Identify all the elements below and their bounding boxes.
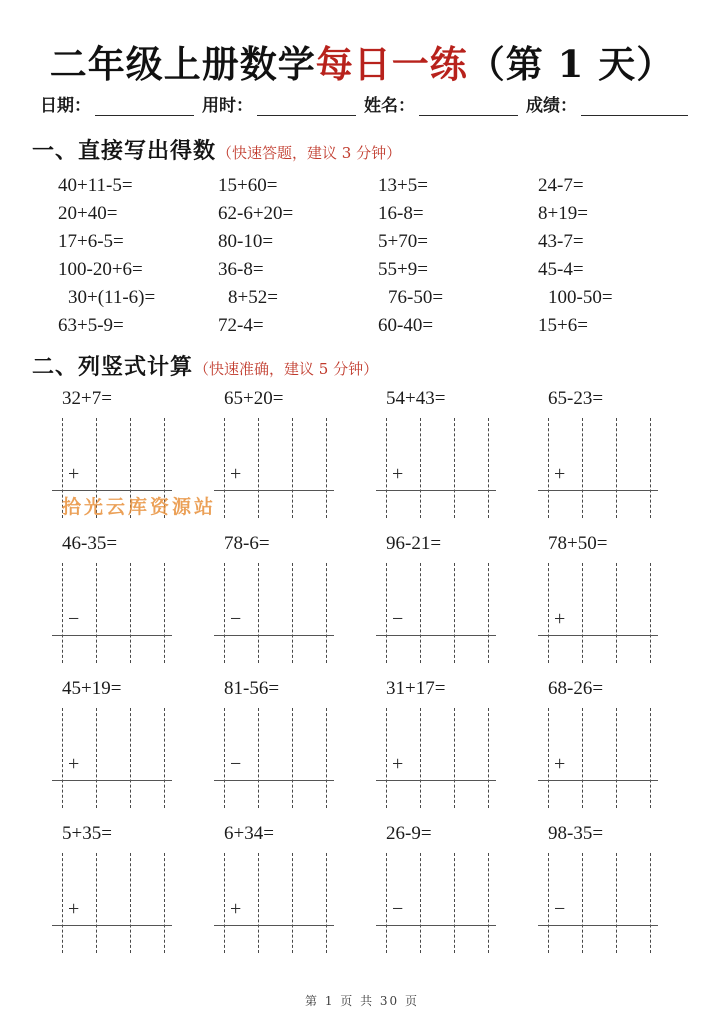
oral-problem[interactable]: 80-10= [218,231,274,252]
sum-rule-line [376,780,496,781]
dashed-guide-line [488,418,489,518]
vertical-calc-expression: 78-6= [224,533,270,554]
vertical-calc-workspace[interactable] [538,418,680,518]
dashed-guide-line [130,418,131,518]
dashed-guide-line [454,853,455,953]
dashed-guide-line [582,853,583,953]
sum-rule-line [376,635,496,636]
dashed-guide-line [326,853,327,953]
vertical-calc-cell[interactable] [44,823,206,968]
oral-problem[interactable]: 60-40= [378,315,434,336]
vertical-calc-cell[interactable] [206,823,368,968]
vertical-calc-expression: 78+50= [548,533,608,554]
vertical-calc-row [44,388,692,533]
dashed-guide-line [582,563,583,663]
operator-sign: − [230,753,242,775]
vertical-calc-cell[interactable] [530,823,692,968]
name-field[interactable] [364,96,526,116]
dashed-guide-line [326,418,327,518]
dashed-guide-line [96,708,97,808]
oral-row [46,172,686,200]
dashed-guide-line [616,418,617,518]
vertical-calc-workspace[interactable] [376,563,518,663]
vertical-calc-expression: 65+20= [224,388,284,409]
vertical-calc-cell[interactable] [368,533,530,678]
sum-rule-line [52,490,172,491]
oral-problem[interactable]: 16-8= [378,203,424,224]
date-label: 日期： [40,96,91,116]
vertical-calc-expression: 81-56= [224,678,280,699]
dashed-guide-line [258,853,259,953]
dashed-guide-line [420,708,421,808]
vertical-calc-expression: 31+17= [386,678,446,699]
oral-problem[interactable]: 45-4= [538,259,584,280]
oral-problem[interactable]: 100-50= [548,287,613,308]
vertical-calc-cell[interactable] [530,388,692,533]
sum-rule-line [52,635,172,636]
dashed-guide-line [62,853,63,953]
section-2-heading [32,350,378,381]
dashed-guide-line [616,708,617,808]
score-blank-line[interactable] [581,99,688,116]
title-suffix: （第 1 天） [467,42,675,86]
dashed-guide-line [548,418,549,518]
oral-problem[interactable]: 40+11-5= [58,175,133,196]
dashed-guide-line [454,563,455,663]
section-2-hint: （快速准确，建议 5 分钟） [194,360,379,378]
title-highlight: 每日一练 [315,42,468,86]
oral-problem[interactable]: 55+9= [378,259,428,280]
dashed-guide-line [386,708,387,808]
vertical-calc-cell[interactable] [368,678,530,823]
vertical-calc-cell[interactable] [206,388,368,533]
dashed-guide-line [164,563,165,663]
dashed-guide-line [292,708,293,808]
operator-sign: − [392,898,404,920]
vertical-calc-cell[interactable] [44,678,206,823]
vertical-calc-expression: 54+43= [386,388,446,409]
sum-rule-line [538,635,658,636]
operator-sign: + [392,463,404,485]
oral-row [46,228,686,256]
operator-sign: − [554,898,566,920]
date-field[interactable] [40,96,202,116]
vertical-calc-expression: 5+35= [62,823,112,844]
dashed-guide-line [582,418,583,518]
name-label: 姓名： [364,96,415,116]
vertical-calc-workspace[interactable] [538,563,680,663]
oral-problem[interactable]: 100-20+6= [58,259,143,280]
dashed-guide-line [454,418,455,518]
oral-row [46,256,686,284]
operator-sign: + [554,753,566,775]
dashed-guide-line [386,418,387,518]
dashed-guide-line [292,563,293,663]
operator-sign: − [68,608,80,630]
vertical-calc-workspace[interactable] [376,418,518,518]
vertical-calc-cell[interactable] [368,823,530,968]
vertical-calc-row [44,823,692,968]
oral-problem[interactable]: 76-50= [388,287,444,308]
dashed-guide-line [62,708,63,808]
vertical-calc-expression: 26-9= [386,823,432,844]
vertical-calc-cell[interactable] [206,533,368,678]
vertical-calc-expression: 98-35= [548,823,604,844]
vertical-calc-workspace[interactable] [376,708,518,808]
operator-sign: + [230,463,242,485]
oral-problem[interactable]: 15+6= [538,315,588,336]
dashed-guide-line [420,563,421,663]
dashed-guide-line [548,563,549,663]
sum-rule-line [52,925,172,926]
dashed-guide-line [224,418,225,518]
dashed-guide-line [62,418,63,518]
vertical-calc-expression: 45+19= [62,678,122,699]
section-1-title: 一、直接写出得数 [32,138,217,164]
sum-rule-line [538,780,658,781]
oral-row [46,284,686,312]
dashed-guide-line [96,563,97,663]
score-field[interactable] [526,96,688,116]
dashed-guide-line [258,563,259,663]
dashed-guide-line [224,853,225,953]
vertical-calc-workspace[interactable] [52,708,194,808]
dashed-guide-line [582,708,583,808]
vertical-calc-cell[interactable] [44,388,206,533]
vertical-calc-expression: 46-35= [62,533,118,554]
operator-sign: + [68,463,80,485]
dashed-guide-line [164,853,165,953]
watermark-text: 拾光云库资源站 [62,496,217,518]
sum-rule-line [214,490,334,491]
dashed-guide-line [224,563,225,663]
vertical-calc-workspace[interactable] [52,418,194,518]
operator-sign: + [68,753,80,775]
dashed-guide-line [62,563,63,663]
vertical-calc-cell[interactable] [44,533,206,678]
dashed-guide-line [420,418,421,518]
vertical-calc-row [44,678,692,823]
operator-sign: − [392,608,404,630]
operator-sign: + [554,463,566,485]
operator-sign: + [230,898,242,920]
time-field[interactable] [202,96,364,116]
oral-problem[interactable]: 43-7= [538,231,584,252]
oral-row [46,200,686,228]
dashed-guide-line [164,418,165,518]
oral-problem[interactable]: 20+40= [58,203,118,224]
vertical-calc-workspace[interactable] [214,853,356,953]
student-info-row [40,96,688,116]
sum-rule-line [538,490,658,491]
dashed-guide-line [548,853,549,953]
dashed-guide-line [164,708,165,808]
dashed-guide-line [616,853,617,953]
operator-sign: − [230,608,242,630]
oral-row [46,312,686,340]
dashed-guide-line [386,563,387,663]
dashed-guide-line [96,418,97,518]
vertical-calc-workspace[interactable] [214,563,356,663]
vertical-calculation-grid [44,388,692,968]
title-main: 二年级上册数学 [49,42,316,86]
dashed-guide-line [650,563,651,663]
oral-problem[interactable]: 62-6+20= [218,203,294,224]
dashed-guide-line [130,563,131,663]
time-blank-line[interactable] [257,99,356,116]
date-blank-line[interactable] [95,99,194,116]
oral-problem[interactable]: 15+60= [218,175,278,196]
time-label: 用时： [202,96,253,116]
vertical-calc-cell[interactable] [530,533,692,678]
vertical-calc-workspace[interactable] [538,853,680,953]
dashed-guide-line [258,418,259,518]
operator-sign: + [554,608,566,630]
dashed-guide-line [224,708,225,808]
sum-rule-line [376,925,496,926]
vertical-calc-cell[interactable] [368,388,530,533]
vertical-calc-expression: 96-21= [386,533,442,554]
dashed-guide-line [650,853,651,953]
oral-problem[interactable]: 5+70= [378,231,428,252]
operator-sign: + [392,753,404,775]
oral-problem[interactable]: 8+19= [538,203,588,224]
oral-problem[interactable]: 63+5-9= [58,315,124,336]
dashed-guide-line [96,853,97,953]
oral-problem[interactable]: 72-4= [218,315,264,336]
vertical-calc-expression: 65-23= [548,388,604,409]
vertical-calc-cell[interactable] [206,678,368,823]
dashed-guide-line [420,853,421,953]
dashed-guide-line [326,563,327,663]
oral-problem[interactable]: 36-8= [218,259,264,280]
sum-rule-line [214,780,334,781]
sum-rule-line [214,635,334,636]
oral-problem[interactable]: 17+6-5= [58,231,124,252]
dashed-guide-line [488,708,489,808]
vertical-calc-workspace[interactable] [52,853,194,953]
vertical-calc-expression: 6+34= [224,823,274,844]
dashed-guide-line [326,708,327,808]
section-2-title: 二、列竖式计算 [32,354,194,380]
vertical-calc-expression: 68-26= [548,678,604,699]
section-1-hint: （快速答题，建议 3 分钟） [217,144,402,162]
dashed-guide-line [616,563,617,663]
dashed-guide-line [548,708,549,808]
name-blank-line[interactable] [419,99,518,116]
oral-problem[interactable]: 24-7= [538,175,584,196]
page-title [0,34,724,88]
dashed-guide-line [488,853,489,953]
dashed-guide-line [258,708,259,808]
oral-problem[interactable]: 30+(11-6)= [68,287,156,308]
score-label: 成绩： [526,96,577,116]
section-1-heading [32,134,401,165]
oral-problem[interactable]: 13+5= [378,175,428,196]
dashed-guide-line [130,853,131,953]
oral-problem[interactable]: 8+52= [228,287,278,308]
vertical-calc-workspace[interactable] [214,418,356,518]
dashed-guide-line [454,708,455,808]
sum-rule-line [52,780,172,781]
dashed-guide-line [650,418,651,518]
vertical-calc-workspace[interactable] [214,708,356,808]
vertical-calc-workspace[interactable] [538,708,680,808]
page-footer: 第 1 页 共 30 页 [305,994,419,1008]
sum-rule-line [214,925,334,926]
vertical-calc-workspace[interactable] [52,563,194,663]
dashed-guide-line [386,853,387,953]
operator-sign: + [68,898,80,920]
dashed-guide-line [292,853,293,953]
dashed-guide-line [130,708,131,808]
dashed-guide-line [488,563,489,663]
vertical-calc-row [44,533,692,678]
dashed-guide-line [292,418,293,518]
sum-rule-line [376,490,496,491]
vertical-calc-workspace[interactable] [376,853,518,953]
dashed-guide-line [650,708,651,808]
vertical-calc-cell[interactable] [530,678,692,823]
sum-rule-line [538,925,658,926]
oral-arithmetic-grid [46,172,686,340]
vertical-calc-expression: 32+7= [62,388,112,409]
